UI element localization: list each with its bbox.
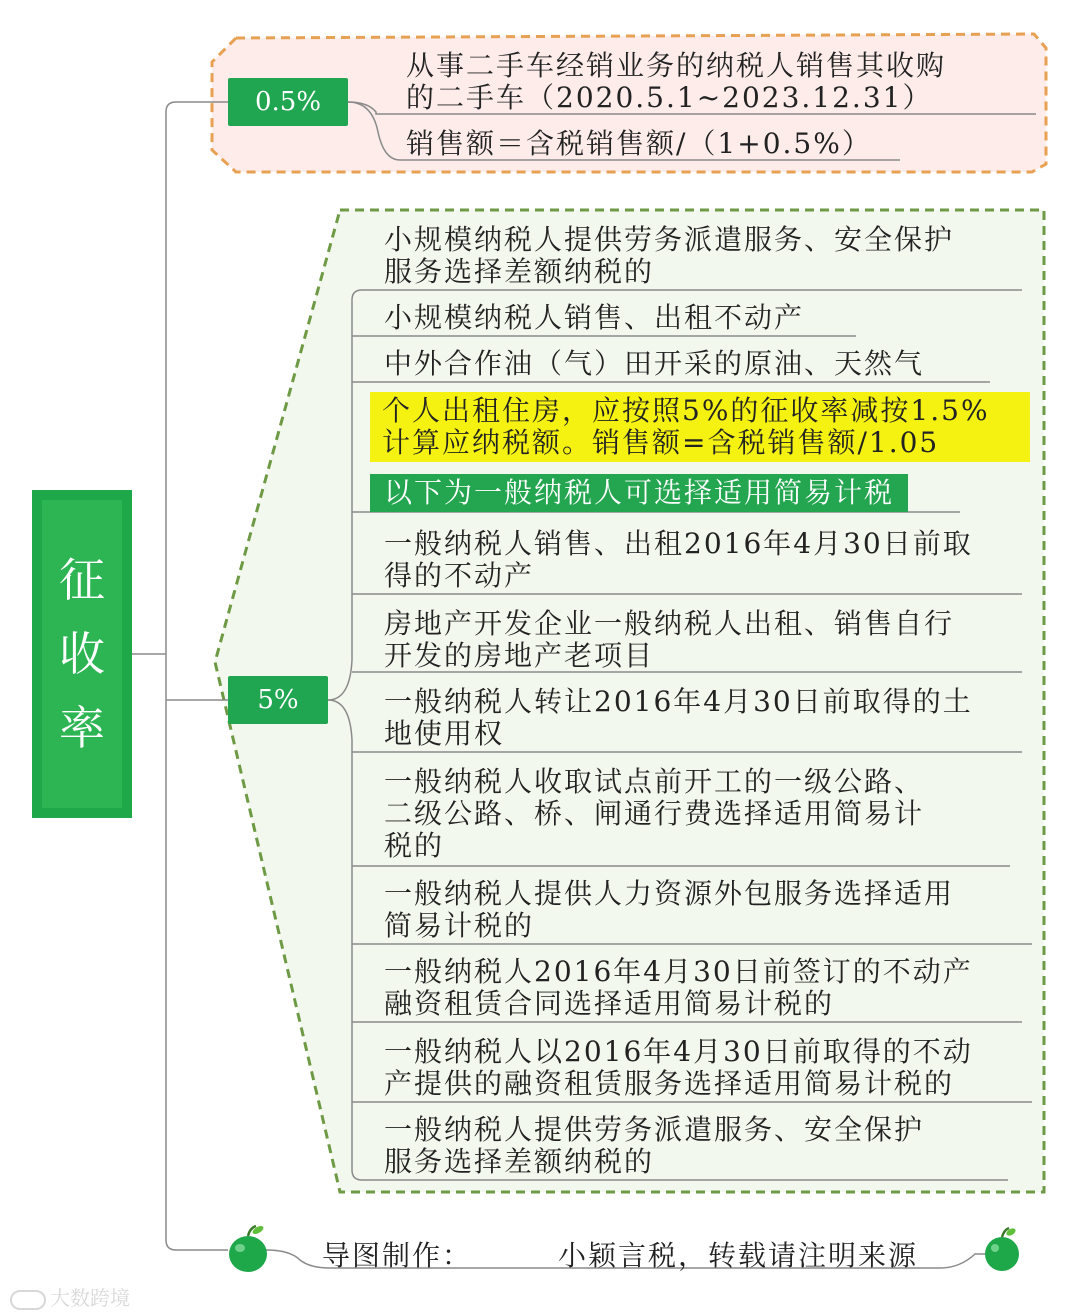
item-used-car: 从事二手车经销业务的纳税人销售其收购 的二手车（2020.5.1~2023.12.31） xyxy=(406,49,947,114)
item-developer-old-project: 房地产开发企业一般纳税人出租、销售自行 开发的房地产老项目 xyxy=(384,607,955,672)
watermark-logo-icon xyxy=(10,1290,46,1310)
item-small-labor-dispatch: 小规模纳税人提供劳务派遣服务、安全保护 服务选择差额纳税的 xyxy=(384,223,955,288)
item-hr-outsourcing: 一般纳税人提供人力资源外包服务选择适用 简易计税的 xyxy=(384,877,955,942)
root-node xyxy=(32,490,132,818)
item-general-real-estate-2016: 一般纳税人销售、出租2016年4月30日前取 得的不动产 xyxy=(384,527,973,592)
apple-icon xyxy=(985,1227,1019,1271)
item-leasing-contract: 一般纳税人2016年4月30日前签订的不动产 融资租赁合同选择适用简易计税的 xyxy=(384,955,973,1020)
rate-badge-0-5: 0.5% xyxy=(228,78,348,126)
item-oil-gas: 中外合作油（气）田开采的原油、天然气 xyxy=(384,347,925,380)
item-small-real-estate: 小规模纳税人销售、出租不动产 xyxy=(384,301,805,334)
subheading-general-taxpayer: 以下为一般纳税人可选择适用简易计税 xyxy=(370,474,908,512)
item-toll-fees: 一般纳税人收取试点前开工的一级公路、 二级公路、桥、闸通行费选择适用简易计 税的 xyxy=(384,765,925,862)
item-leasing-service: 一般纳税人以2016年4月30日前取得的不动 产提供的融资租赁服务选择适用简易计税的 xyxy=(384,1035,973,1100)
item-general-labor-dispatch: 一般纳税人提供劳务派遣服务、安全保护 服务选择差额纳税的 xyxy=(384,1113,925,1178)
item-personal-rental-highlight: 个人出租住房，应按照5%的征收率减按1.5% 计算应纳税额。销售额=含税销售额/1.05 xyxy=(370,392,1030,462)
rate-badge-5: 5% xyxy=(228,676,328,724)
footer-label: 导图制作： xyxy=(322,1239,473,1272)
footer-author: 小颖言税，转载请注明来源 xyxy=(558,1239,919,1272)
apple-icon xyxy=(229,1224,267,1272)
watermark: 大数跨境 xyxy=(10,1282,130,1311)
item-used-car-formula: 销售额＝含税销售额/（1+0.5%） xyxy=(406,127,872,160)
item-land-use-right: 一般纳税人转让2016年4月30日前取得的土 地使用权 xyxy=(384,685,973,750)
root-label: 征 收 率 xyxy=(59,553,105,755)
